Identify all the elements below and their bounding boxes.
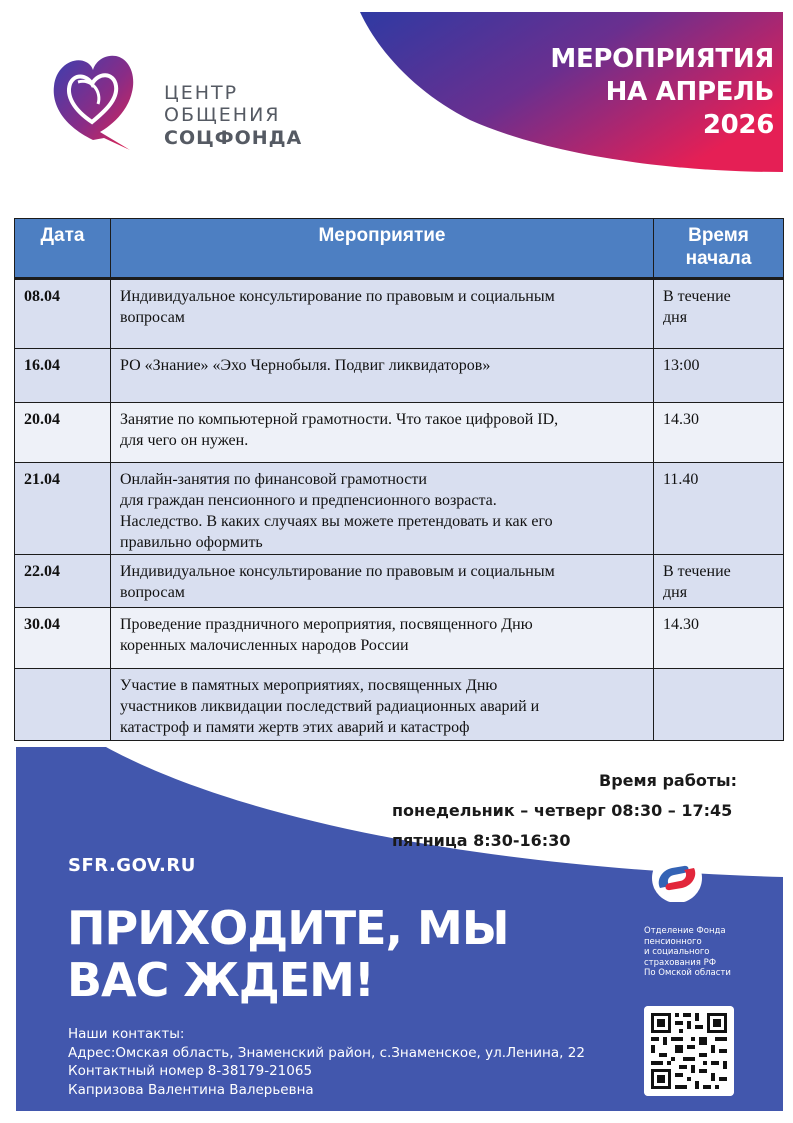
row-time (654, 349, 784, 403)
contacts-person: Капризова Валентина Валерьевна (68, 1081, 314, 1098)
logo-line-2: ОБЩЕНИЯ (164, 104, 281, 126)
sfr-logo-icon (638, 850, 716, 902)
qr-code-icon[interactable] (644, 1006, 734, 1096)
time-line: 14.30 (663, 411, 699, 428)
row-date (15, 669, 111, 741)
event-line: Онлайн-занятия по финансовой грамотности (120, 471, 427, 488)
table-row (15, 349, 784, 403)
row-event (111, 608, 654, 669)
contacts-title: Наши контакты: (68, 1026, 185, 1042)
header-time (654, 219, 784, 279)
event-line: Наследство. В каких случаях вы можете претендовать и как его (120, 513, 553, 530)
header-time-line-1: Время (688, 225, 749, 246)
row-date: 22.04 (15, 555, 111, 608)
sfr-line: Отделение Фонда (644, 926, 726, 936)
row-time (654, 279, 784, 349)
time-line: В течение (663, 288, 731, 305)
row-date: 16.04 (15, 349, 111, 403)
logo-line-3: СОЦФОНДА (164, 127, 303, 149)
row-date: 20.04 (15, 403, 111, 463)
time-line: дня (663, 584, 688, 601)
header-time-line-2: начала (685, 248, 752, 269)
events-table (14, 218, 784, 741)
header-date: Дата (15, 219, 111, 279)
header-event: Мероприятие (111, 219, 654, 279)
event-line: для граждан пенсионного и предпенсионного возраста. (120, 492, 497, 509)
working-hours-weekdays: понедельник – четверг 08:30 – 17:45 (392, 801, 733, 820)
sfr-caption (644, 926, 731, 979)
time-line: В течение (663, 563, 731, 580)
row-time (654, 669, 784, 741)
contacts-address: Адрес:Омская область, Знаменский район, с.Знаменское, ул.Ленина, 22 (68, 1044, 585, 1061)
page-title (550, 43, 774, 142)
row-event (111, 555, 654, 608)
working-hours-title: Время работы: (599, 771, 737, 790)
event-line: вопросам (120, 309, 185, 326)
working-hours-friday: пятница 8:30-16:30 (392, 831, 571, 850)
table-header-row (15, 219, 784, 279)
slogan (67, 902, 508, 1006)
row-event (111, 349, 654, 403)
title-line-1: МЕРОПРИЯТИЯ (550, 44, 774, 74)
row-date: 08.04 (15, 279, 111, 349)
event-line: Индивидуальное консультирование по правовым и социальным (120, 563, 555, 580)
row-time (654, 608, 784, 669)
event-line: для чего он нужен. (120, 432, 249, 449)
event-line: Занятие по компьютерной грамотности. Что такое цифровой ID, (120, 411, 559, 428)
title-line-2: НА АПРЕЛЬ (605, 77, 774, 107)
logo-line-1: ЦЕНТР (164, 82, 239, 104)
logo-text (164, 82, 302, 150)
sfr-line: и социального (644, 947, 710, 957)
working-hours (392, 770, 737, 852)
row-time (654, 403, 784, 463)
time-line: дня (663, 309, 688, 326)
table-row (15, 555, 784, 608)
row-time (654, 555, 784, 608)
row-date: 30.04 (15, 608, 111, 669)
event-line: правильно оформить (120, 534, 263, 551)
table-row (15, 279, 784, 349)
row-event (111, 463, 654, 555)
event-line: катастроф и памяти жертв этих аварий и катастроф (120, 719, 470, 736)
heart-logo-icon (52, 52, 134, 152)
row-date: 21.04 (15, 463, 111, 555)
event-line: участников ликвидации последствий радиационных аварий и (120, 698, 540, 715)
row-event (111, 669, 654, 741)
row-time (654, 463, 784, 555)
contacts (68, 1025, 585, 1099)
slogan-line-2: ВАС ЖДЕМ! (67, 953, 374, 1007)
event-line: Проведение праздничного мероприятия, посвященного Дню (120, 616, 533, 633)
slogan-line-1: ПРИХОДИТЕ, МЫ (67, 901, 509, 955)
event-line: Индивидуальное консультирование по правовым и социальным (120, 288, 555, 305)
sfr-line: пенсионного (644, 936, 702, 947)
event-line: РО «Знание» «Эхо Чернобыля. Подвиг ликвидаторов» (120, 357, 491, 374)
site-link[interactable]: SFR.GOV.RU (68, 855, 196, 876)
sfr-line: По Омской области (644, 968, 731, 978)
event-line: вопросам (120, 584, 185, 601)
row-event (111, 403, 654, 463)
event-line: коренных малочисленных народов России (120, 637, 409, 654)
table-row (15, 608, 784, 669)
contacts-phone: Контактный номер 8-38179-21065 (68, 1063, 313, 1079)
table-row (15, 669, 784, 741)
time-line: 11.40 (663, 471, 699, 488)
table-row (15, 463, 784, 555)
time-line: 14.30 (663, 616, 699, 633)
table-row (15, 403, 784, 463)
title-line-3: 2026 (702, 110, 774, 140)
event-line: Участие в памятных мероприятиях, посвященных Дню (120, 677, 498, 694)
sfr-line: страхования РФ (644, 957, 717, 968)
time-line: 13:00 (663, 357, 700, 374)
row-event (111, 279, 654, 349)
